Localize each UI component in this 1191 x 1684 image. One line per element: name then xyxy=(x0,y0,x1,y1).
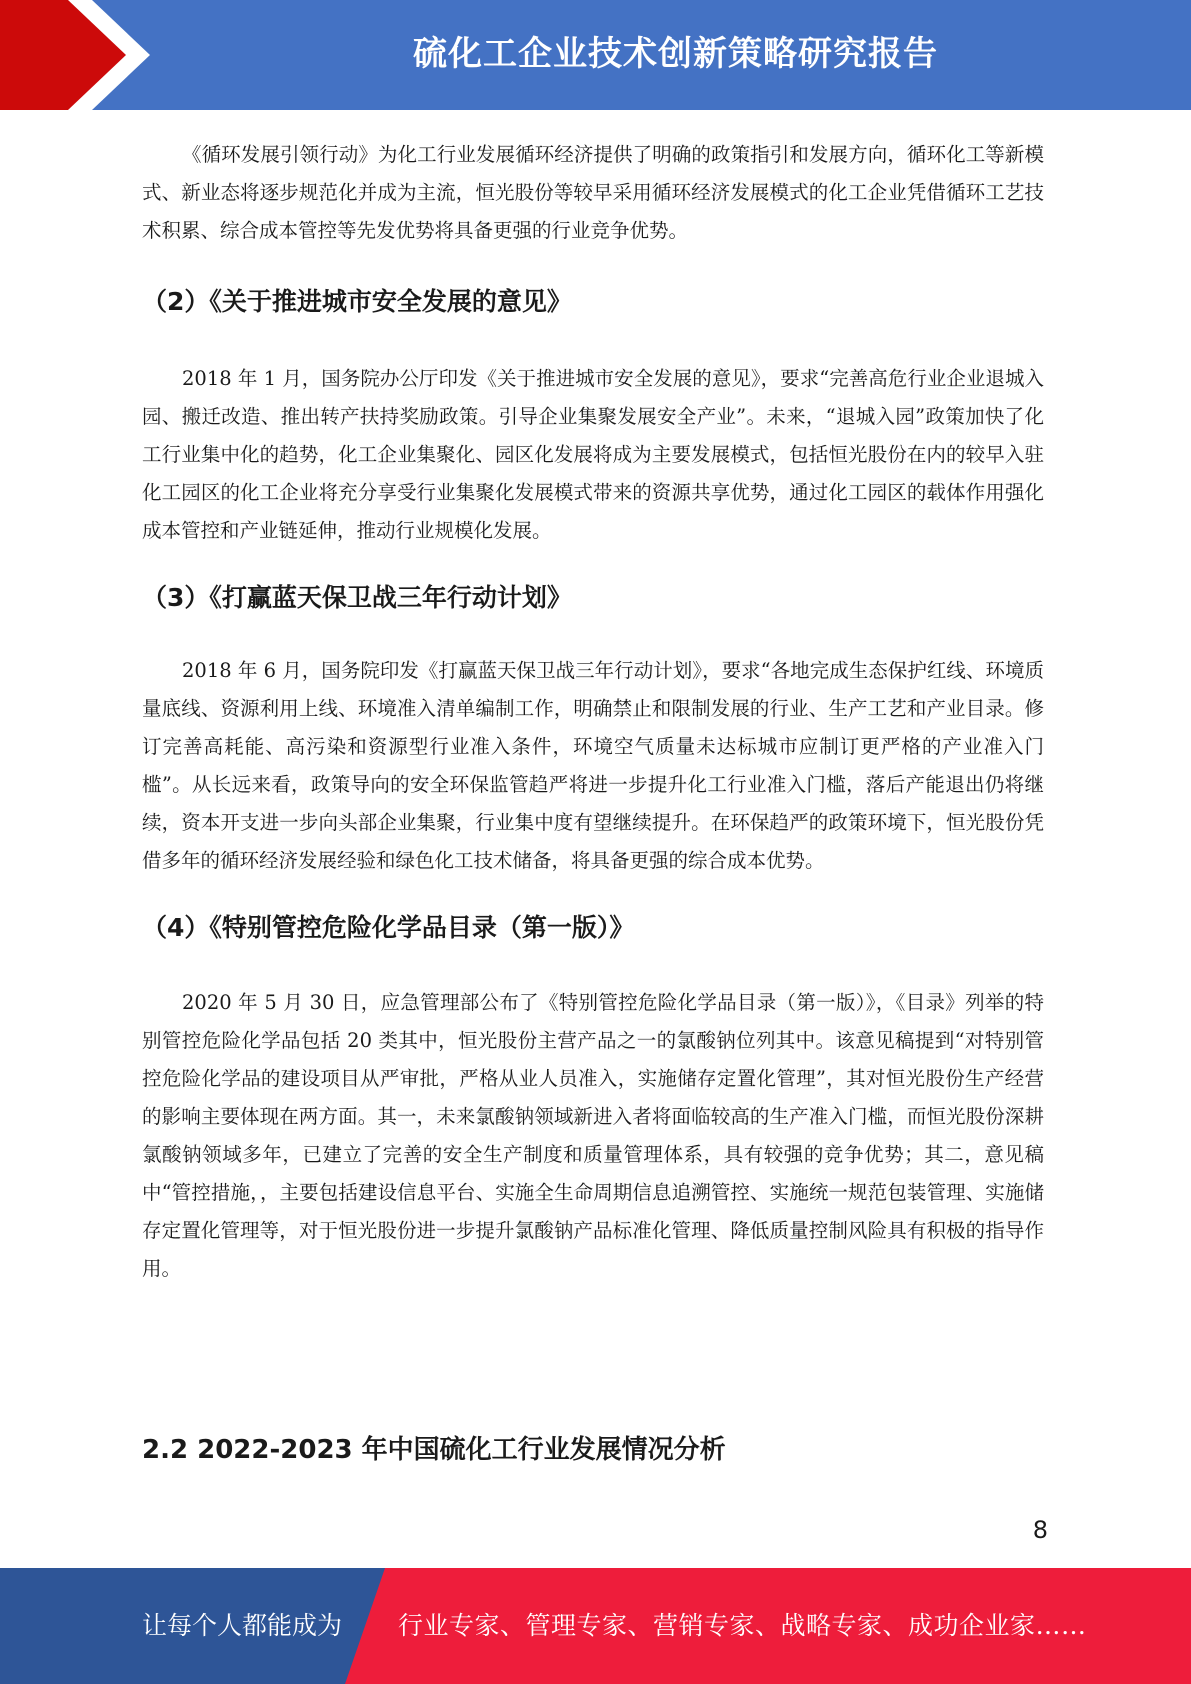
page-header xyxy=(0,0,1191,110)
page-footer xyxy=(0,1568,1191,1684)
page-number: 8 xyxy=(1032,1516,1048,1544)
section-heading-blue-sky: （3）《打赢蓝天保卫战三年行动计划》 xyxy=(142,583,572,612)
chapter-heading: 2.2 2022-2023 年中国硫化工行业发展情况分析 xyxy=(142,1435,726,1465)
section-heading-hazardous-chemicals: （4）《特别管控危险化学品目录（第一版）》 xyxy=(142,913,635,942)
report-title: 硫化工企业技术创新策略研究报告 xyxy=(413,34,938,74)
footer-slogan-right: 行业专家、管理专家、营销专家、战略专家、成功企业家…… xyxy=(398,1611,1087,1640)
section-paragraph-hazardous-chemicals: 2020 年 5 月 30 日，应急管理部公布了《特别管控危险化学品目录（第一版）》，《目录》列举的特别管控危险化学品包括 20 类其中，恒光股份主营产品之一的氯酸钠位列其中。该意见稿提到“对特别管控危险化学品的建设项目从严审批，严格从业人员准入，实施储存定置化管理”，其对恒光股份生产经营的影响主要体现在两方面。其一，未来氯酸钠领域新进入者将面临较高的生产准入门槛，而恒光股份深耕氯酸钠领域多年，已建立了完善的安全生产制度和质量管理体系，具有较强的竞争优势；其二，意见稿中“管控措施，，主要包括建设信息平台、实施全生命周期信息追溯管控、实施统一规范包装管理、实施储存定置化管理等，对于恒光股份进一步提升氯酸钠产品标准化管理、降低质量控制风险具有积极的指导作用。 xyxy=(142,991,1044,1280)
section-heading-urban-safety: （2）《关于推进城市安全发展的意见》 xyxy=(142,287,572,316)
footer-slogan-left: 让每个人都能成为 xyxy=(142,1611,343,1640)
intro-paragraph: 《循环发展引领行动》为化工行业发展循环经济提供了明确的政策指引和发展方向，循环化工等新模式、新业态将逐步规范化并成为主流，恒光股份等较早采用循环经济发展模式的化工企业凭借循环工艺技术积累、综合成本管控等先发优势将具备更强的行业竞争优势。 xyxy=(142,143,1044,242)
section-paragraph-blue-sky: 2018 年 6 月，国务院印发《打赢蓝天保卫战三年行动计划》，要求“各地完成生态保护红线、环境质量底线、资源利用上线、环境准入清单编制工作，明确禁止和限制发展的行业、生产工艺和产业目录。修订完善高耗能、高污染和资源型行业准入条件，环境空气质量未达标城市应制订更严格的产业准入门槛”。从长远来看，政策导向的安全环保监管趋严将进一步提升化工行业准入门槛，落后产能退出仍将继续，资本开支进一步向头部企业集聚，行业集中度有望继续提升。在环保趋严的政策环境下，恒光股份凭借多年的循环经济发展经验和绿色化工技术储备，将具备更强的综合成本优势。 xyxy=(142,659,1044,872)
main-content xyxy=(142,136,1044,1288)
section-paragraph-urban-safety: 2018 年 1 月，国务院办公厅印发《关于推进城市安全发展的意见》，要求“完善高危行业企业退城入园、搬迁改造、推出转产扶持奖励政策。引导企业集聚发展安全产业”。未来，“退城入园”政策加快了化工行业集中化的趋势，化工企业集聚化、园区化发展将成为主要发展模式，包括恒光股份在内的较早入驻化工园区的化工企业将充分享受行业集聚化发展模式带来的资源共享优势，通过化工园区的载体作用强化成本管控和产业链延伸，推动行业规模化发展。 xyxy=(142,367,1044,542)
header-arrow-decoration xyxy=(0,0,160,110)
